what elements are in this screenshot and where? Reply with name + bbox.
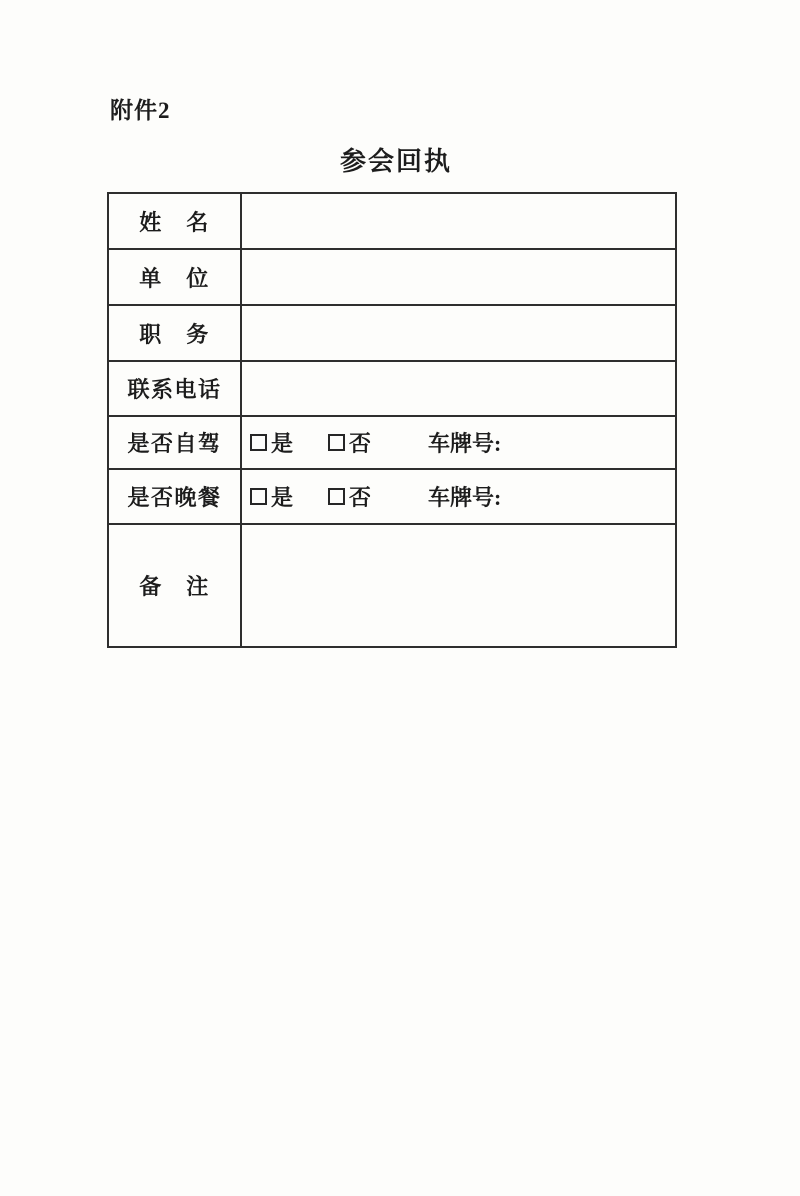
- row-label-remarks: 备 注: [109, 525, 240, 646]
- dinner-no-label: 否: [349, 485, 372, 510]
- self-drive-plate-label: 车牌号:: [428, 431, 502, 456]
- unit-field[interactable]: [242, 250, 675, 304]
- dinner-field: [242, 470, 675, 523]
- row-label-name: 姓 名: [109, 194, 240, 248]
- row-label-unit: 单 位: [109, 250, 240, 304]
- reply-form-table: [107, 192, 677, 648]
- phone-field[interactable]: [242, 362, 675, 415]
- position-field[interactable]: [242, 306, 675, 360]
- dinner-no-checkbox-icon[interactable]: [328, 488, 345, 505]
- dinner-plate-label: 车牌号:: [428, 485, 502, 510]
- dinner-yes-checkbox-icon[interactable]: [250, 488, 267, 505]
- self-drive-yes-label: 是: [271, 431, 294, 456]
- row-label-position: 职 务: [109, 306, 240, 360]
- self-drive-no-checkbox-icon[interactable]: [328, 434, 345, 451]
- attachment-label: 附件2: [110, 98, 171, 123]
- row-label-phone: 联系电话: [109, 362, 240, 415]
- page-title: 参会回执: [339, 147, 452, 176]
- self-drive-yes-checkbox-icon[interactable]: [250, 434, 267, 451]
- self-drive-no-label: 否: [349, 431, 372, 456]
- name-field[interactable]: [242, 194, 675, 248]
- dinner-yes-label: 是: [271, 485, 294, 510]
- remarks-field[interactable]: [242, 525, 675, 646]
- row-label-dinner: 是否晚餐: [109, 470, 240, 523]
- row-label-self-drive: 是否自驾: [109, 417, 240, 468]
- self-drive-field: [242, 417, 675, 468]
